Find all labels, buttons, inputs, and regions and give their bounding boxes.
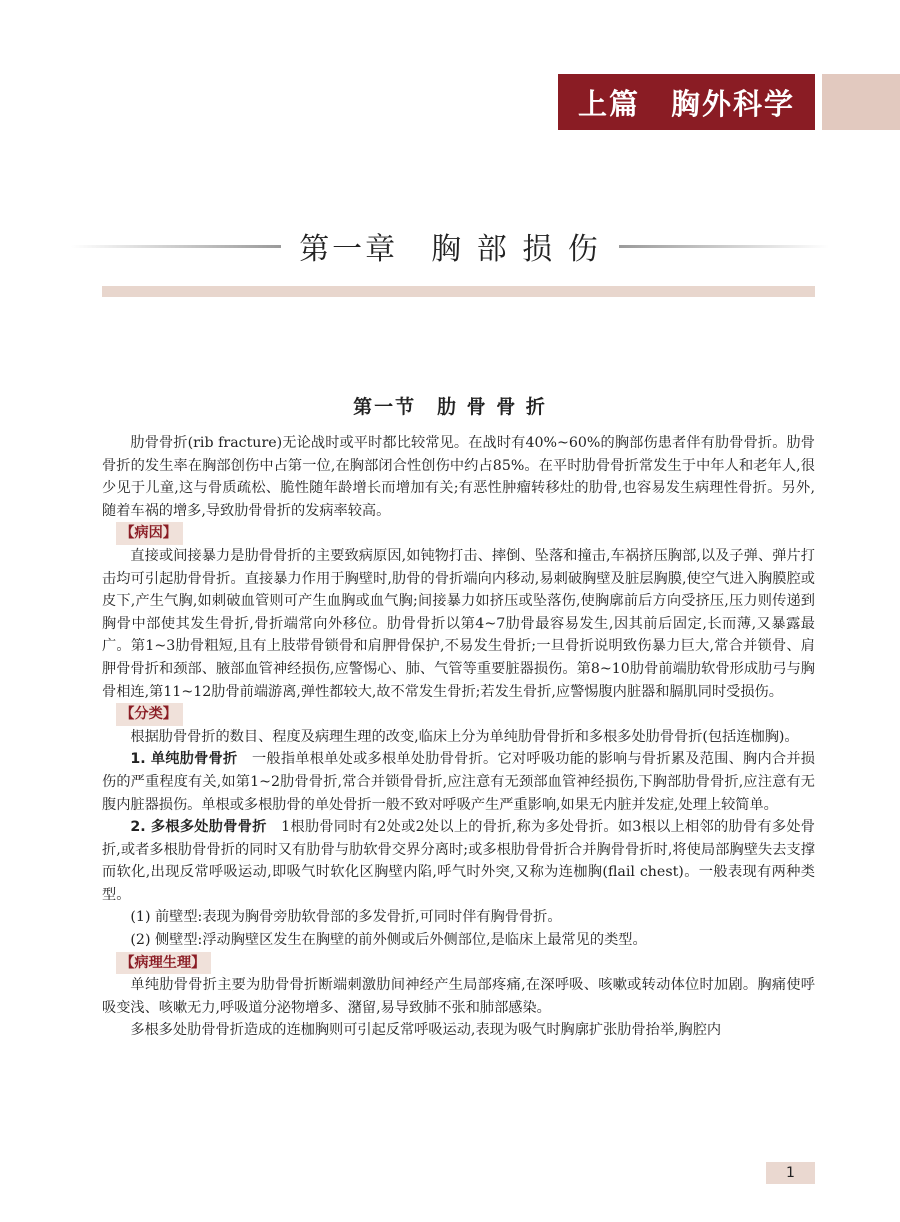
chapter-heading — [0, 218, 900, 274]
part-banner: 上篇 胸外科学 — [558, 74, 815, 130]
heading-classification: 【分类】 — [116, 703, 183, 726]
classification-paragraph: 根据肋骨骨折的数目、程度及病理生理的改变,临床上分为单纯肋骨骨折和多根多处肋骨骨折(包括连枷胸)。 — [130, 728, 799, 745]
banner-tab — [822, 74, 900, 130]
intro-paragraph: 肋骨骨折(rib fracture)无论战时或平时都比较常见。在战时有40%~60%的胸部伤患者伴有肋骨骨折。肋骨骨折的发生率在胸部创伤中占第一位,在胸部闭合性创伤中约占85%。在平时肋骨骨折常发生于中年人和老年人,很少见于儿童,这与骨质疏松、脆性随年龄增长而增加有关;有恶性肿瘤转移灶的肋骨,也容易发生病理性骨折。另外,随着车祸的增多,导致肋骨骨折的发病率较高。 — [102, 435, 815, 519]
etiology-paragraph: 直接或间接暴力是肋骨骨折的主要致病原因,如钝物打击、摔倒、坠落和撞击,车祸挤压胸部,以及子弹、弹片打击均可引起肋骨骨折。直接暴力作用于胸壁时,肋骨的骨折端向内移动,易刺破胸壁及脏层胸膜,使空气进入胸膜腔或皮下,产生气胸,如刺破血管则可产生血胸或血气胸;间接暴力如挤压或坠落伤,使胸廓前后方向受挤压,压力则传递到胸骨中部使其发生骨折,骨折端常向外移位。肋骨骨折以第4~7肋骨最容易发生,因其前后固定,长而薄,又暴露最广。第1~3肋骨粗短,且有上肢带骨锁骨和肩胛骨保护,不易发生骨折;一旦骨折说明致伤暴力巨大,常合并锁骨、肩胛骨骨折和颈部、腋部血管神经损伤,应警惕心、肺、气管等重要脏器损伤。第8~10肋骨前端肋软骨形成肋弓与胸骨相连,第11~12肋骨前端游离,弹性都较大,故不常发生骨折;若发生骨折,应警惕腹内脏器和膈肌同时受损伤。 — [102, 547, 815, 700]
item1-label: 1. 单纯肋骨骨折 — [130, 751, 238, 768]
item-simple-fracture — [102, 748, 815, 816]
section-title: 第一节 肋 骨 骨 折 — [353, 396, 547, 418]
pathophys-paragraph-1: 单纯肋骨骨折主要为肋骨骨折断端刺激肋间神经产生局部疼痛,在深呼吸、咳嗽或转动体位时加剧。胸痛使呼吸变浅、咳嗽无力,呼吸道分泌物增多、潴留,易导致肺不张和肺部感染。 — [102, 977, 815, 1016]
chapter-rule-left — [71, 245, 281, 248]
pathophys-paragraph-2: 多根多处肋骨骨折造成的连枷胸则可引起反常呼吸运动,表现为吸气时胸廓扩张肋骨抬举,胸腔内 — [130, 1022, 722, 1039]
subtype-lateral: (2) 侧壁型:浮动胸壁区发生在胸壁的前外侧或后外侧部位,是临床上最常见的类型。 — [130, 932, 647, 949]
item2-text: 1根肋骨同时有2处或2处以上的骨折,称为多处骨折。如3根以上相邻的肋骨有多处骨折,或者多根肋骨骨折的同时又有肋骨与肋软骨交界分离时;或多根肋骨骨折合并胸骨骨折时,将使局部胸壁失去支撑而软化,出现反常呼吸运动,即吸气时软化区胸壁内陷,呼气时外突,又称为连枷胸(flail chest)。一般表现有两种类型。 — [102, 819, 815, 903]
chapter-band — [102, 286, 815, 297]
chapter-rule-right — [619, 245, 829, 248]
item2-label: 2. 多根多处肋骨骨折 — [130, 819, 267, 836]
item-multiple-fracture — [102, 816, 815, 906]
page-number: 1 — [766, 1162, 815, 1184]
heading-pathophysiology: 【病理生理】 — [116, 952, 211, 975]
item1-text: 一般指单根单处或多根单处肋骨骨折。它对呼吸功能的影响与骨折累及范围、胸内合并损伤的严重程度有关,如第1~2肋骨骨折,常合并锁骨骨折,应注意有无颈部血管神经损伤,下胸部肋骨骨折,应注意有无腹内脏器损伤。单根或多根肋骨的单处骨折一般不致对呼吸产生严重影响,如果无内脏并发症,处理上较简单。 — [102, 751, 815, 813]
body-text — [102, 432, 815, 1042]
subtype-anterior: (1) 前壁型:表现为胸骨旁肋软骨部的多发骨折,可同时伴有胸骨骨折。 — [130, 909, 562, 926]
chapter-title: 第一章 胸 部 损 伤 — [299, 232, 601, 267]
heading-etiology: 【病因】 — [116, 522, 183, 545]
